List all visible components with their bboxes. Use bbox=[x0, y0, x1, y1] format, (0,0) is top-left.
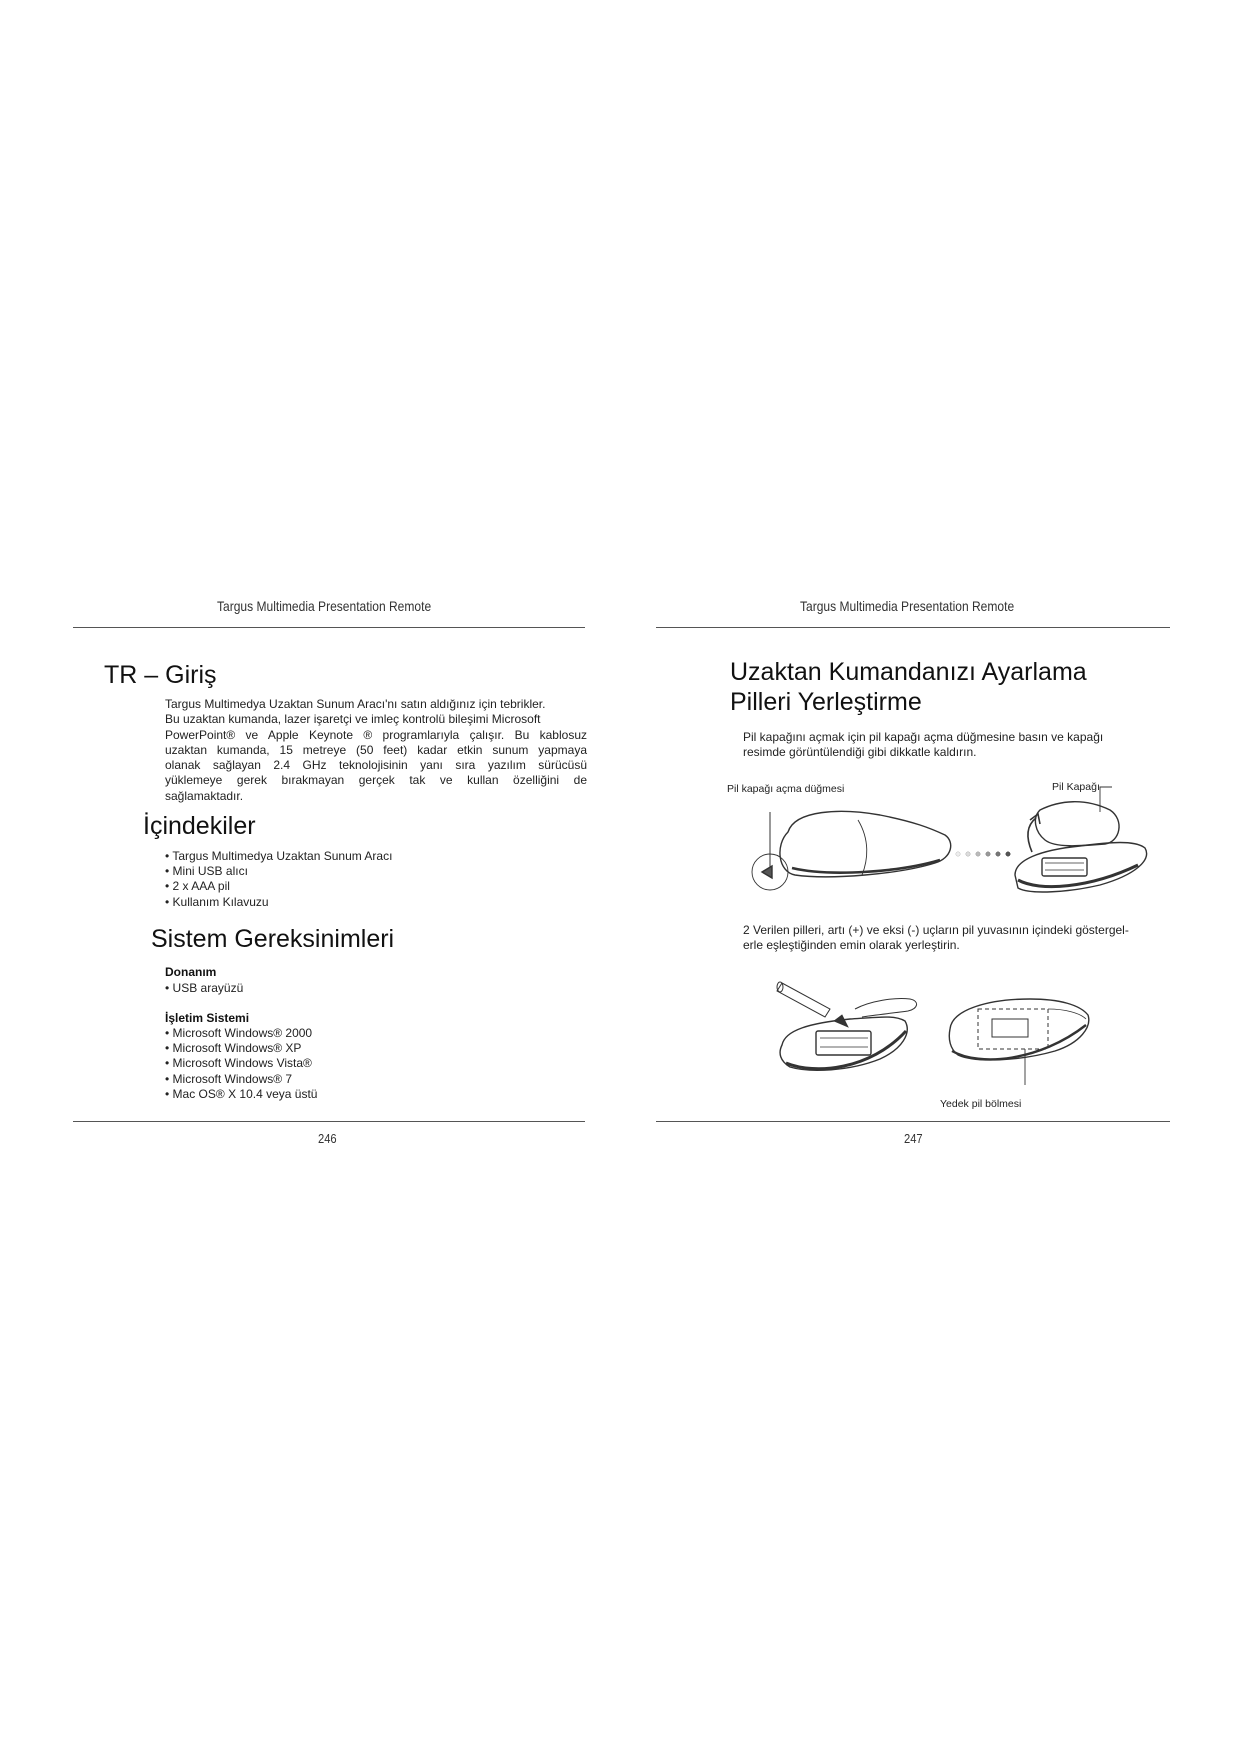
footer-rule bbox=[656, 1121, 1170, 1122]
battery-insertion-illustration bbox=[770, 975, 1100, 1095]
contents-list bbox=[165, 849, 392, 910]
list-item: • Microsoft Windows® 2000 bbox=[165, 1026, 317, 1041]
battery-cover-illustration bbox=[740, 780, 1160, 910]
intro-title: TR – Giriş bbox=[104, 661, 217, 689]
battery-cover-label: Pil Kapağı bbox=[1052, 781, 1100, 793]
step2-line: 2 Verilen pilleri, artı (+) ve eksi (-) uçların pil yuvasının içindeki göstergel- bbox=[743, 923, 1129, 937]
list-item: • Kullanım Kılavuzu bbox=[165, 895, 392, 910]
intro-line: Targus Multimedya Uzaktan Sunum Aracı'nı satın aldığınız için tebrikler. bbox=[165, 697, 546, 711]
list-item: • Targus Multimedya Uzaktan Sunum Aracı bbox=[165, 849, 392, 864]
step1-line: Pil kapağını açmak için pil kapağı açma düğmesine basın ve kapağı bbox=[743, 730, 1104, 744]
spare-compartment-label: Yedek pil bölmesi bbox=[940, 1098, 1022, 1110]
os-list bbox=[165, 1026, 317, 1102]
step1-line: resimde görüntülendiği gibi dikkatle kaldırın. bbox=[743, 745, 977, 760]
requirements-title: Sistem Gereksinimleri bbox=[151, 925, 395, 953]
intro-line: uzaktan kumanda, 15 metreye (50 feet) kadar etkin sunum yapmaya bbox=[165, 742, 587, 757]
hardware-subhead: Donanım bbox=[165, 965, 217, 979]
list-item: • Mac OS® X 10.4 veya üstü bbox=[165, 1087, 317, 1102]
header-rule bbox=[73, 627, 585, 628]
page-number: 247 bbox=[904, 1131, 923, 1146]
list-item: • Microsoft Windows® XP bbox=[165, 1041, 317, 1056]
intro-line: sağlamaktadır. bbox=[165, 788, 244, 803]
os-subhead: İşletim Sistemi bbox=[165, 1011, 250, 1025]
right-page bbox=[620, 0, 1241, 1754]
contents-title: İçindekiler bbox=[143, 812, 256, 840]
left-page bbox=[0, 0, 620, 1754]
step1-text bbox=[743, 730, 1163, 761]
step2-line: erle eşleştiğinden emin olarak yerleştirin. bbox=[743, 938, 960, 953]
batteries-title: Pilleri Yerleştirme bbox=[730, 688, 922, 716]
intro-line: Bu uzaktan kumanda, lazer işaretçi ve imleç kontrolü bileşimi Microsoft bbox=[165, 712, 541, 727]
intro-line: yüklemeye gerek bırakmayan gerçek tak ve kullan özelliğini de bbox=[165, 773, 587, 788]
list-item: • Mini USB alıcı bbox=[165, 864, 392, 879]
list-item: • USB arayüzü bbox=[165, 981, 243, 996]
hardware-list bbox=[165, 981, 243, 996]
intro-paragraph bbox=[165, 697, 587, 804]
list-item: • Microsoft Windows® 7 bbox=[165, 1072, 317, 1087]
header-rule bbox=[656, 627, 1170, 628]
intro-line: olanak sağlayan 2.4 GHz teknolojisinin yanı sıra yazılım sürücüsü bbox=[165, 758, 587, 773]
list-item: • Microsoft Windows Vista® bbox=[165, 1056, 317, 1071]
release-button-label: Pil kapağı açma düğmesi bbox=[727, 783, 845, 795]
list-item: • 2 x AAA pil bbox=[165, 879, 392, 894]
footer-rule bbox=[73, 1121, 585, 1122]
intro-line: PowerPoint® ve Apple Keynote ® programlarıyla çalışır. Bu kablosuz bbox=[165, 727, 587, 742]
page-number: 246 bbox=[318, 1131, 337, 1146]
running-header: Targus Multimedia Presentation Remote bbox=[800, 598, 1015, 614]
running-header: Targus Multimedia Presentation Remote bbox=[217, 598, 432, 614]
setup-title: Uzaktan Kumandanızı Ayarlama bbox=[730, 658, 1087, 686]
step2-text bbox=[743, 923, 1183, 954]
